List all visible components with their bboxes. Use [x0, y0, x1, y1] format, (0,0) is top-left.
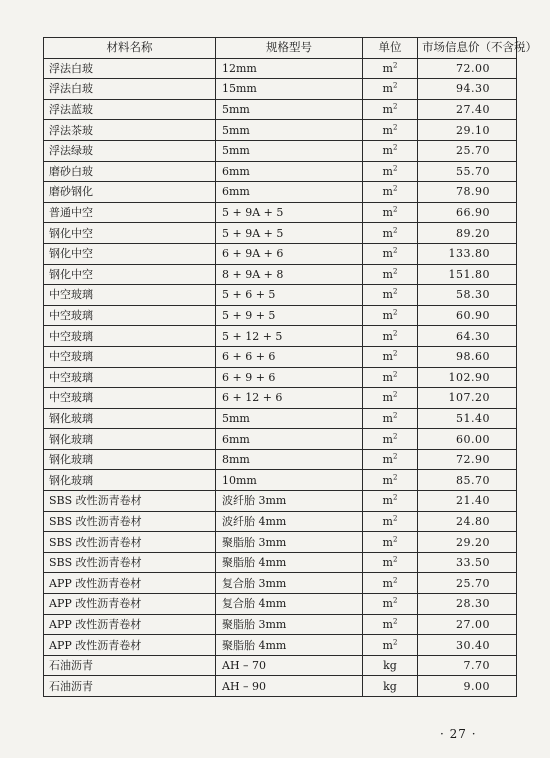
header-spec-model: 规格型号 [216, 38, 363, 59]
material-price-table [43, 37, 537, 697]
spec-model-cell: 5mm [216, 120, 363, 141]
unit-cell [363, 552, 418, 573]
market-price-cell: 28.30 [418, 594, 517, 615]
material-name-cell: 石油沥青 [44, 676, 216, 697]
table-row [44, 408, 517, 429]
material-name-cell: 浮法绿玻 [44, 140, 216, 161]
material-name-cell: 中空玻璃 [44, 346, 216, 367]
market-price-cell: 107.20 [418, 388, 517, 409]
unit-base: m [382, 309, 393, 323]
unit-base: m [382, 350, 393, 364]
unit-base: m [382, 185, 393, 199]
unit-base: m [382, 329, 393, 343]
unit-cell [363, 346, 418, 367]
material-name-cell: 磨砂白玻 [44, 161, 216, 182]
table-row [44, 491, 517, 512]
unit-superscript: 2 [392, 493, 398, 502]
material-name-cell: 中空玻璃 [44, 367, 216, 388]
unit-cell [363, 264, 418, 285]
unit-base: m [382, 514, 393, 528]
unit-cell [363, 388, 418, 409]
unit-superscript: 2 [392, 143, 398, 152]
unit-cell [363, 594, 418, 615]
market-price-cell: 29.20 [418, 532, 517, 553]
table-row [44, 573, 517, 594]
unit-base: m [382, 411, 393, 425]
unit-superscript: 2 [392, 473, 398, 482]
material-name-cell: APP 改性沥青卷材 [44, 614, 216, 635]
table-row [44, 367, 517, 388]
unit-cell [363, 491, 418, 512]
spec-model-cell: 8 + 9A + 8 [216, 264, 363, 285]
market-price-cell: 27.00 [418, 614, 517, 635]
material-name-cell: SBS 改性沥青卷材 [44, 532, 216, 553]
spec-model-cell: 6 + 9A + 6 [216, 243, 363, 264]
material-name-cell: SBS 改性沥青卷材 [44, 552, 216, 573]
material-name-cell: 浮法白玻 [44, 58, 216, 79]
unit-base: m [382, 432, 393, 446]
unit-base: m [382, 535, 393, 549]
header-market-price: 市场信息价（不含税） [418, 38, 517, 59]
unit-cell [363, 573, 418, 594]
material-name-cell: 钢化中空 [44, 243, 216, 264]
unit-cell [363, 470, 418, 491]
market-price-cell: 24.80 [418, 511, 517, 532]
unit-base: m [382, 267, 393, 281]
unit-superscript: 2 [392, 555, 398, 564]
material-name-cell: 钢化玻璃 [44, 429, 216, 450]
unit-cell [363, 532, 418, 553]
table-row [44, 388, 517, 409]
unit-cell [363, 429, 418, 450]
unit-superscript: 2 [392, 637, 398, 646]
spec-model-cell: 5mm [216, 408, 363, 429]
unit-superscript: 2 [392, 617, 398, 626]
unit-superscript: 2 [392, 123, 398, 132]
spec-model-cell: AH – 90 [216, 676, 363, 697]
spec-model-cell: 复合胎 3mm [216, 573, 363, 594]
unit-superscript: 2 [392, 370, 398, 379]
unit-base: m [382, 103, 393, 117]
unit-base: m [382, 206, 393, 220]
spec-model-cell: 6mm [216, 182, 363, 203]
material-name-cell: 浮法茶玻 [44, 120, 216, 141]
unit-base: m [382, 164, 393, 178]
spec-model-cell: 6 + 9 + 6 [216, 367, 363, 388]
material-name-cell: 中空玻璃 [44, 388, 216, 409]
unit-superscript: 2 [392, 184, 398, 193]
spec-model-cell: 8mm [216, 449, 363, 470]
spec-model-cell: 6 + 6 + 6 [216, 346, 363, 367]
table-row [44, 140, 517, 161]
unit-base: m [382, 247, 393, 261]
table-row [44, 79, 517, 100]
header-unit: 单位 [363, 38, 418, 59]
material-name-cell: 石油沥青 [44, 655, 216, 676]
table-row [44, 676, 517, 697]
market-price-cell: 9.00 [418, 676, 517, 697]
unit-superscript: 2 [392, 287, 398, 296]
unit-cell [363, 99, 418, 120]
market-price-cell: 94.30 [418, 79, 517, 100]
unit-cell [363, 161, 418, 182]
spec-model-cell: 6 + 12 + 6 [216, 388, 363, 409]
spec-model-cell: 聚脂胎 3mm [216, 614, 363, 635]
spec-model-cell: 10mm [216, 470, 363, 491]
table-row [44, 532, 517, 553]
market-price-cell: 72.90 [418, 449, 517, 470]
unit-cell [363, 285, 418, 306]
spec-model-cell: 6mm [216, 429, 363, 450]
unit-superscript: 2 [392, 390, 398, 399]
unit-cell [363, 305, 418, 326]
unit-superscript: 2 [392, 246, 398, 255]
market-price-cell: 55.70 [418, 161, 517, 182]
market-price-cell: 30.40 [418, 635, 517, 656]
table-row [44, 594, 517, 615]
unit-superscript: 2 [392, 431, 398, 440]
unit-cell [363, 449, 418, 470]
spec-model-cell: 5 + 9 + 5 [216, 305, 363, 326]
material-name-cell: 中空玻璃 [44, 285, 216, 306]
material-name-cell: APP 改性沥青卷材 [44, 573, 216, 594]
unit-base: m [382, 597, 393, 611]
table-row [44, 449, 517, 470]
material-name-cell: 普通中空 [44, 202, 216, 223]
spec-model-cell: 5mm [216, 140, 363, 161]
spec-model-cell: 复合胎 4mm [216, 594, 363, 615]
unit-superscript: 2 [392, 514, 398, 523]
table-row [44, 655, 517, 676]
market-price-cell: 58.30 [418, 285, 517, 306]
unit-superscript: 2 [392, 328, 398, 337]
unit-cell [363, 182, 418, 203]
unit-superscript: 2 [392, 411, 398, 420]
market-price-cell: 29.10 [418, 120, 517, 141]
table-row [44, 429, 517, 450]
spec-model-cell: 5mm [216, 99, 363, 120]
spec-model-cell: 聚脂胎 4mm [216, 552, 363, 573]
unit-superscript: 2 [392, 452, 398, 461]
spec-model-cell: 6mm [216, 161, 363, 182]
market-price-cell: 64.30 [418, 326, 517, 347]
unit-base: m [382, 61, 393, 75]
unit-superscript: 2 [392, 205, 398, 214]
unit-superscript: 2 [392, 596, 398, 605]
market-price-cell: 133.80 [418, 243, 517, 264]
unit-base: m [382, 638, 393, 652]
unit-cell [363, 511, 418, 532]
unit-cell [363, 676, 418, 697]
unit-base: m [382, 617, 393, 631]
material-name-cell: 钢化玻璃 [44, 470, 216, 491]
unit-cell [363, 202, 418, 223]
table-row [44, 223, 517, 244]
unit-cell [363, 79, 418, 100]
spec-model-cell: 5 + 9A + 5 [216, 223, 363, 244]
market-price-cell: 25.70 [418, 573, 517, 594]
spec-model-cell: 聚脂胎 4mm [216, 635, 363, 656]
unit-cell [363, 408, 418, 429]
table-row [44, 552, 517, 573]
market-price-cell: 151.80 [418, 264, 517, 285]
unit-superscript: 2 [392, 61, 398, 70]
spec-model-cell: 15mm [216, 79, 363, 100]
spec-model-cell: 聚脂胎 3mm [216, 532, 363, 553]
material-name-cell: 钢化玻璃 [44, 408, 216, 429]
market-price-cell: 60.00 [418, 429, 517, 450]
spec-model-cell: 波纤胎 3mm [216, 491, 363, 512]
table-row [44, 243, 517, 264]
material-name-cell: 钢化中空 [44, 264, 216, 285]
unit-cell [363, 120, 418, 141]
material-name-cell: 钢化中空 [44, 223, 216, 244]
material-name-cell: SBS 改性沥青卷材 [44, 491, 216, 512]
unit-cell [363, 635, 418, 656]
material-name-cell: 钢化玻璃 [44, 449, 216, 470]
unit-base: m [382, 288, 393, 302]
unit-superscript: 2 [392, 81, 398, 90]
material-name-cell: SBS 改性沥青卷材 [44, 511, 216, 532]
table-row [44, 285, 517, 306]
market-price-cell: 89.20 [418, 223, 517, 244]
market-price-cell: 98.60 [418, 346, 517, 367]
market-price-cell: 78.90 [418, 182, 517, 203]
market-price-cell: 85.70 [418, 470, 517, 491]
unit-superscript: 2 [392, 164, 398, 173]
table-row [44, 120, 517, 141]
table-row [44, 99, 517, 120]
unit-base: m [382, 453, 393, 467]
unit-base: m [382, 82, 393, 96]
material-name-cell: 浮法蓝玻 [44, 99, 216, 120]
unit-base: m [382, 144, 393, 158]
unit-cell [363, 243, 418, 264]
table-row [44, 202, 517, 223]
table-row [44, 305, 517, 326]
unit-superscript: 2 [392, 102, 398, 111]
table-row [44, 470, 517, 491]
market-price-cell: 27.40 [418, 99, 517, 120]
unit-superscript: 2 [392, 576, 398, 585]
table-row [44, 264, 517, 285]
unit-cell [363, 326, 418, 347]
unit-cell [363, 367, 418, 388]
spec-model-cell: AH – 70 [216, 655, 363, 676]
spec-model-cell: 5 + 9A + 5 [216, 202, 363, 223]
market-price-cell: 72.00 [418, 58, 517, 79]
unit-base: m [382, 391, 393, 405]
material-name-cell: 浮法白玻 [44, 79, 216, 100]
table-body [44, 58, 517, 696]
material-name-cell: APP 改性沥青卷材 [44, 594, 216, 615]
material-name-cell: 中空玻璃 [44, 305, 216, 326]
spec-model-cell: 12mm [216, 58, 363, 79]
header-material-name: 材料名称 [44, 38, 216, 59]
table-row [44, 161, 517, 182]
unit-base: m [382, 123, 393, 137]
unit-cell [363, 614, 418, 635]
unit-cell [363, 223, 418, 244]
table-row [44, 511, 517, 532]
market-price-cell: 60.90 [418, 305, 517, 326]
spec-model-cell: 5 + 6 + 5 [216, 285, 363, 306]
unit-superscript: 2 [392, 534, 398, 543]
unit-cell [363, 655, 418, 676]
table-row [44, 346, 517, 367]
header-row [44, 38, 517, 59]
unit-superscript: 2 [392, 349, 398, 358]
table-row [44, 635, 517, 656]
unit-base: m [382, 494, 393, 508]
unit-cell [363, 140, 418, 161]
unit-base: kg [383, 679, 397, 693]
table-header [44, 38, 537, 59]
page-number: · 27 · [440, 727, 477, 741]
table-row [44, 182, 517, 203]
spec-model-cell: 5 + 12 + 5 [216, 326, 363, 347]
market-price-cell: 33.50 [418, 552, 517, 573]
table-row [44, 58, 517, 79]
unit-base: m [382, 226, 393, 240]
market-price-cell: 102.90 [418, 367, 517, 388]
market-price-cell: 25.70 [418, 140, 517, 161]
unit-superscript: 2 [392, 225, 398, 234]
unit-base: m [382, 556, 393, 570]
unit-base: m [382, 576, 393, 590]
market-price-cell: 51.40 [418, 408, 517, 429]
table-row [44, 614, 517, 635]
market-price-cell: 21.40 [418, 491, 517, 512]
material-name-cell: 磨砂钢化 [44, 182, 216, 203]
unit-base: kg [383, 659, 397, 673]
material-name-cell: APP 改性沥青卷材 [44, 635, 216, 656]
unit-base: m [382, 473, 393, 487]
unit-superscript: 2 [392, 267, 398, 276]
market-price-cell: 7.70 [418, 655, 517, 676]
unit-base: m [382, 370, 393, 384]
unit-cell [363, 58, 418, 79]
spec-model-cell: 波纤胎 4mm [216, 511, 363, 532]
unit-superscript: 2 [392, 308, 398, 317]
market-price-cell: 66.90 [418, 202, 517, 223]
material-name-cell: 中空玻璃 [44, 326, 216, 347]
table-row [44, 326, 517, 347]
